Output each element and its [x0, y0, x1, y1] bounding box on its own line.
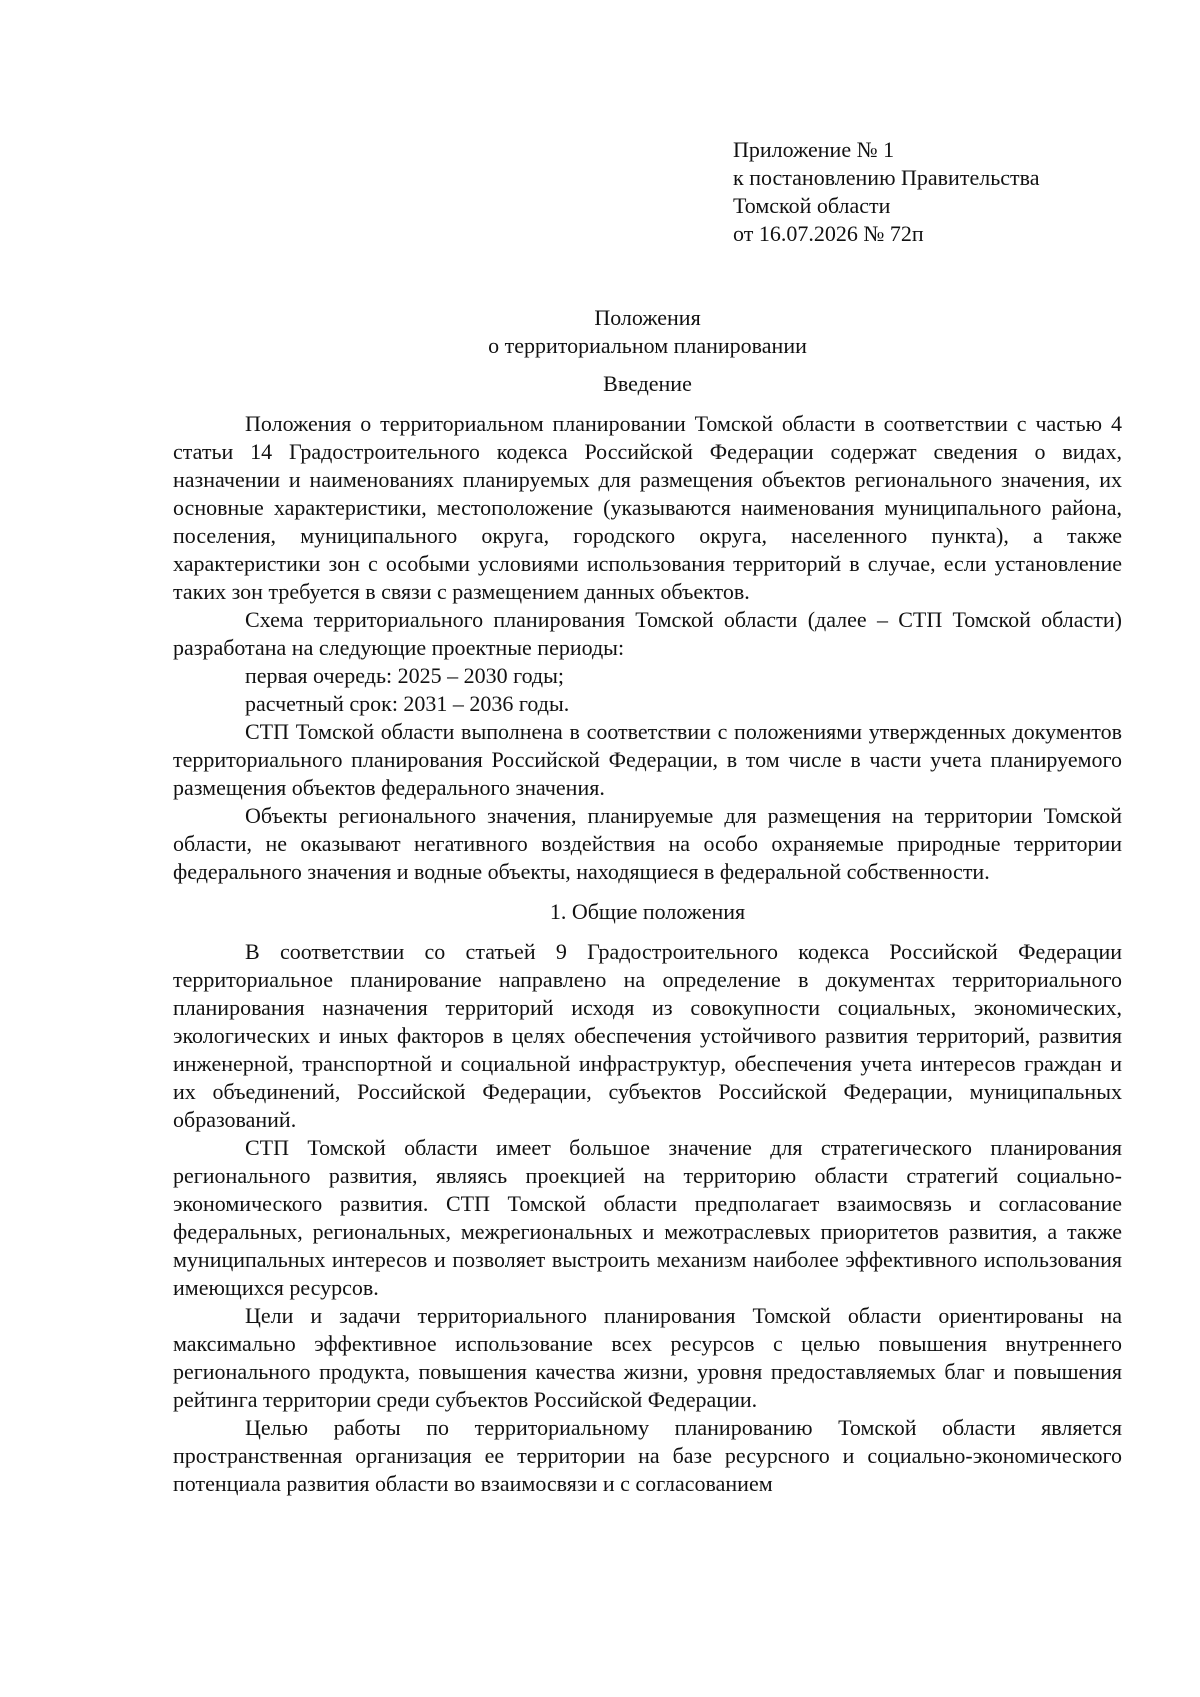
intro-paragraph-3: СТП Томской области выполнена в соответствии с положениями утвержденных документов территориального планирования Российской Федерации, в том числе в части учета планируемого размещения объектов федерального значения. — [173, 719, 1122, 800]
section-1-paragraph-4: Целью работы по территориальному планированию Томской области является пространственная организация ее территории на базе ресурсного и социально-экономического потенциала развития области во взаимосвязи и с согласованием — [173, 1415, 1122, 1496]
approval-line-date-number: от 16.07.2026 № 72п — [733, 221, 924, 246]
intro-paragraph-1: Положения о территориальном планировании Томской области в соответствии с частью 4 статьи 14 Градостроительного кодекса Российской Федерации содержат сведения о видах, назначении и наименованиях планируемых для размещения объектов регионального значения, их основные характеристики, местоположение (указываются наименования муниципального района, поселения, муниципального округа, городского округа, населенного пункта), а также характеристики зон с особыми условиями использования территорий в случае, если установление таких зон требуется в связи с размещением данных объектов. — [173, 411, 1122, 604]
approval-line-region: Томской области — [733, 193, 891, 218]
document-title — [173, 304, 1122, 360]
approval-line-appendix: Приложение № 1 — [733, 137, 895, 162]
section-1-paragraph-1: В соответствии со статьей 9 Градостроительного кодекса Российской Федерации территориальное планирование направлено на определение в документах территориального планирования назначения территорий исходя из совокупности социальных, экономических, экологических и иных факторов в целях обеспечения устойчивого развития территорий, развития инженерной, транспортной и социальной инфраструктур, обеспечения учета интересов граждан и их объединений, Российской Федерации, субъектов Российской Федерации, муниципальных образований. — [173, 939, 1122, 1132]
intro-paragraph-2: Схема территориального планирования Томской области (далее – СТП Томской области) разработана на следующие проектные периоды: — [173, 607, 1122, 660]
approval-stamp — [733, 136, 1039, 248]
intro-heading: Введение — [603, 371, 692, 396]
section-1-heading: 1. Общие положения — [549, 899, 746, 924]
section-1-paragraph-2: СТП Томской области имеет большое значение для стратегического планирования регионального развития, являясь проекцией на территорию области стратегий социально-экономического развития. СТП Томской области предполагает взаимосвязь и согласование федеральных, региональных, межрегиональных и межотраслевых приоритетов развития, а также муниципальных интересов и позволяет выстроить механизм наиболее эффективного использования имеющихся ресурсов. — [173, 1135, 1122, 1300]
document-title-line2: о территориальном планировании — [488, 333, 807, 358]
approval-line-resolution: к постановлению Правительства — [733, 165, 1040, 190]
section-1-paragraph-3: Цели и задачи территориального планирования Томской области ориентированы на максимально эффективное использование всех ресурсов с целью повышения внутреннего регионального продукта, повышения качества жизни, уровня предоставляемых благ и повышения рейтинга территории среди субъектов Российской Федерации. — [173, 1303, 1122, 1412]
document-body — [173, 304, 1122, 1498]
document-title-line1: Положения — [594, 305, 701, 330]
intro-paragraph-4: Объекты регионального значения, планируемые для размещения на территории Томской области, не оказывают негативного воздействия на особо охраняемые природные территории федерального значения и водные объекты, находящиеся в федеральной собственности. — [173, 803, 1122, 884]
intro-period-estimated: расчетный срок: 2031 – 2036 годы. — [245, 691, 570, 716]
intro-period-first-stage: первая очередь: 2025 – 2030 годы; — [245, 663, 565, 688]
